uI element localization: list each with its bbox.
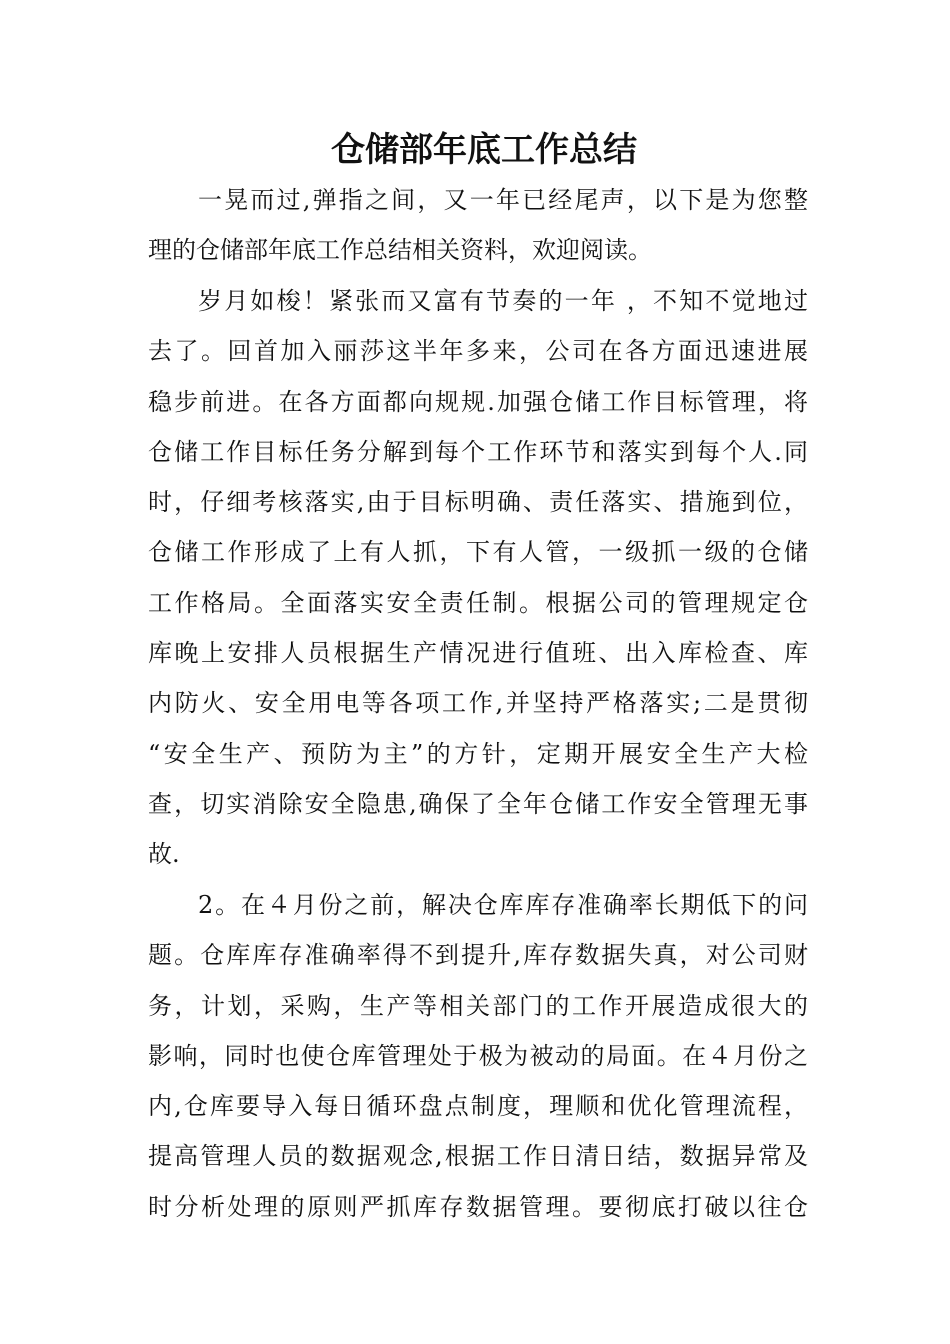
paragraph-line: 时，仔细考核落实,由于目标明确、责任落实、措施到位， — [148, 488, 808, 517]
paragraph-line: 务，计划，采购，生产等相关部门的工作开展造成很大的 — [148, 991, 808, 1020]
paragraph-line: 去了。回首加入丽莎这半年多来，公司在各方面迅速进展 — [148, 337, 808, 366]
paragraph-item-2 — [148, 880, 808, 1232]
paragraph-line: 一晃而过,弹指之间，又一年已经尾声，以下是为您整 — [198, 186, 808, 214]
paragraph-line: “安全生产、预防为主”的方针，定期开展安全生产大检 — [148, 739, 808, 768]
paragraph-summary — [148, 276, 808, 880]
paragraph-line: 理的仓储部年底工作总结相关资料，欢迎阅读。 — [148, 236, 652, 265]
paragraph-line: 仓储工作目标任务分解到每个工作环节和落实到每个人.同 — [148, 437, 808, 466]
paragraph-line: 2。在４月份之前，解决仓库库存准确率长期低下的问 — [198, 891, 808, 919]
paragraph-line: 库晚上安排人员根据生产情况进行值班、出入库检查、库 — [148, 639, 808, 668]
paragraph-line: 查，切实消除安全隐患,确保了全年仓储工作安全管理无事 — [148, 789, 808, 818]
paragraph-line: 内防火、安全用电等各项工作,并坚持严格落实;二是贯彻 — [148, 689, 808, 718]
paragraph-line: 题。仓库库存准确率得不到提升,库存数据失真，对公司财 — [148, 941, 808, 970]
paragraph-line: 故. — [148, 840, 180, 869]
paragraph-intro — [148, 175, 808, 276]
paragraph-line: 仓储工作形成了上有人抓，下有人管，一级抓一级的仓储 — [148, 538, 808, 567]
paragraph-line: 提高管理人员的数据观念,根据工作日清日结，数据异常及 — [148, 1142, 808, 1171]
paragraph-line: 岁月如梭！紧张而又富有节奏的一年 ，不知不觉地过 — [198, 287, 808, 315]
paragraph-line: 工作格局。全面落实安全责任制。根据公司的管理规定仓 — [148, 588, 808, 617]
document-title: 仓储部年底工作总结 — [331, 130, 637, 170]
paragraph-line: 影响，同时也使仓库管理处于极为被动的局面。在４月份之 — [148, 1041, 808, 1070]
paragraph-line: 时分析处理的原则严抓库存数据管理。要彻底打破以往仓 — [148, 1192, 808, 1221]
paragraph-line: 内,仓库要导入每日循环盘点制度，理顺和优化管理流程， — [148, 1092, 808, 1121]
paragraph-line: 稳步前进。在各方面都向规规.加强仓储工作目标管理，将 — [148, 387, 808, 416]
